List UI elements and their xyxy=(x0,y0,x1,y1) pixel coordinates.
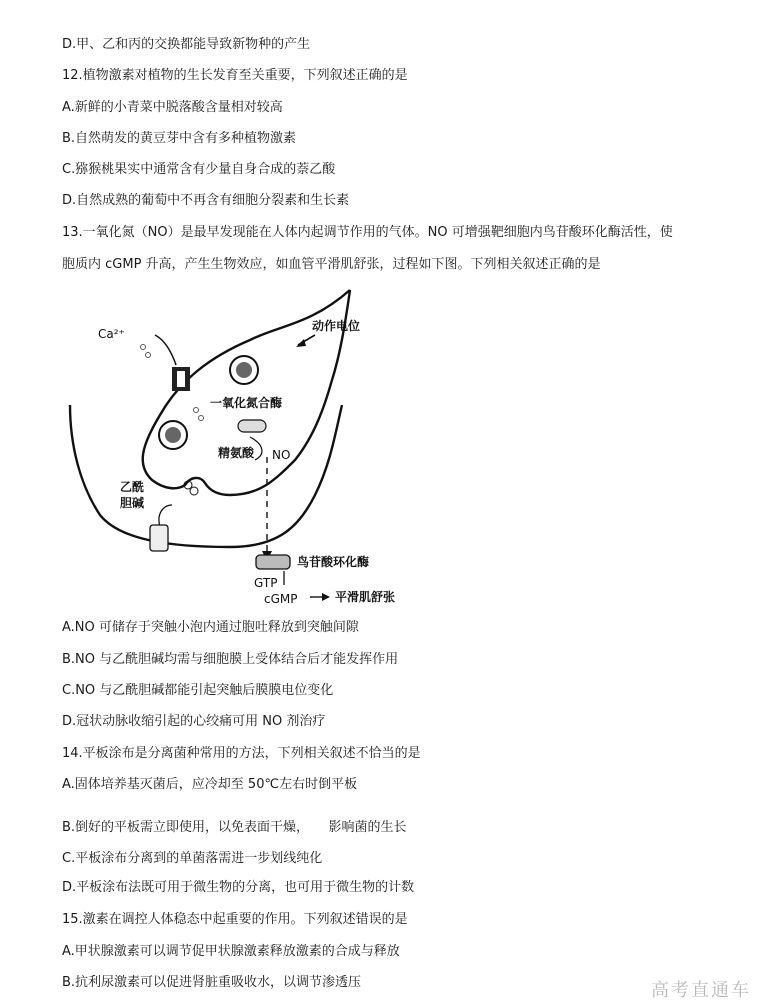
question-13-stem-2: 胞质内 cGMP 升高，产生生物效应，如血管平滑肌舒张，过程如下图。下列相关叙述正确的是 xyxy=(62,257,601,272)
postsynaptic-membrane xyxy=(70,405,342,547)
option-13d: D.冠状动脉收缩引起的心绞痛可用 NO 剂治疗 xyxy=(62,714,326,729)
synapse-diagram xyxy=(60,285,420,615)
question-12-stem: 12.植物激素对植物的生长发育至关重要，下列叙述正确的是 xyxy=(62,68,408,83)
option-13c: C.NO 与乙酰胆碱都能引起突触后膜膜电位变化 xyxy=(62,683,334,698)
ach-label-2: 胆碱 xyxy=(120,496,145,510)
question-15-stem: 15.激素在调控人体稳态中起重要的作用。下列叙述错误的是 xyxy=(62,912,408,927)
option-14c: C.平板涂布分离到的单菌落需进一步划线纯化 xyxy=(62,851,323,866)
option-12d: D.自然成熟的葡萄中不再含有细胞分裂素和生长素 xyxy=(62,193,350,208)
ach-receptor xyxy=(150,525,168,551)
relax-label: 平滑肌舒张 xyxy=(335,590,396,604)
option-15b: B.抗利尿激素可以促进肾脏重吸收水，以调节渗透压 xyxy=(62,975,362,990)
option-13b: B.NO 与乙酰胆碱均需与细胞膜上受体结合后才能发挥作用 xyxy=(62,652,399,667)
watermark: 高考直通车 xyxy=(651,980,751,1001)
arginine-label: 精氨酸 xyxy=(218,446,255,460)
no-synthase-label: 一氧化氮合酶 xyxy=(210,396,283,410)
guanylate-cyclase-label: 鸟苷酸环化酶 xyxy=(297,555,370,569)
no-label: NO xyxy=(272,448,291,462)
option-14a: A.固体培养基灭菌后，应冷却至 50℃左右时倒平板 xyxy=(62,777,358,792)
option-14b: B.倒好的平板需立即使用，以免表面干燥， 影响菌的生长 xyxy=(62,820,407,835)
option-12c: C.猕猴桃果实中通常含有少量自身合成的萘乙酸 xyxy=(62,162,336,177)
gtp-label: GTP xyxy=(254,576,278,590)
cgmp-label: cGMP xyxy=(264,592,298,606)
question-13-stem-1: 13.一氧化氮（NO）是最早发现能在人体内起调节作用的气体。NO 可增强靶细胞内鸟苷酸环化酶活性，使 xyxy=(62,225,673,240)
no-synthase xyxy=(238,420,266,432)
ca-label: Ca²⁺ xyxy=(98,327,125,341)
question-14-stem: 14.平板涂布是分离菌种常用的方法，下列相关叙述不恰当的是 xyxy=(62,746,421,761)
ach-label-1: 乙酰 xyxy=(120,480,145,494)
option-12b: B.自然萌发的黄豆芽中含有多种植物激素 xyxy=(62,131,297,146)
option-12a: A.新鲜的小青菜中脱落酸含量相对较高 xyxy=(62,100,283,115)
option-11d: D.甲、乙和丙的交换都能导致新物种的产生 xyxy=(62,37,311,52)
option-13a: A.NO 可储存于突触小泡内通过胞吐释放到突触间隙 xyxy=(62,620,359,635)
action-potential-label: 动作电位 xyxy=(312,319,361,333)
guanylate-cyclase xyxy=(256,555,290,569)
option-14d: D.平板涂布法既可用于微生物的分离，也可用于微生物的计数 xyxy=(62,880,415,895)
option-15a: A.甲状腺激素可以调节促甲状腺激素释放激素的合成与释放 xyxy=(62,944,400,959)
